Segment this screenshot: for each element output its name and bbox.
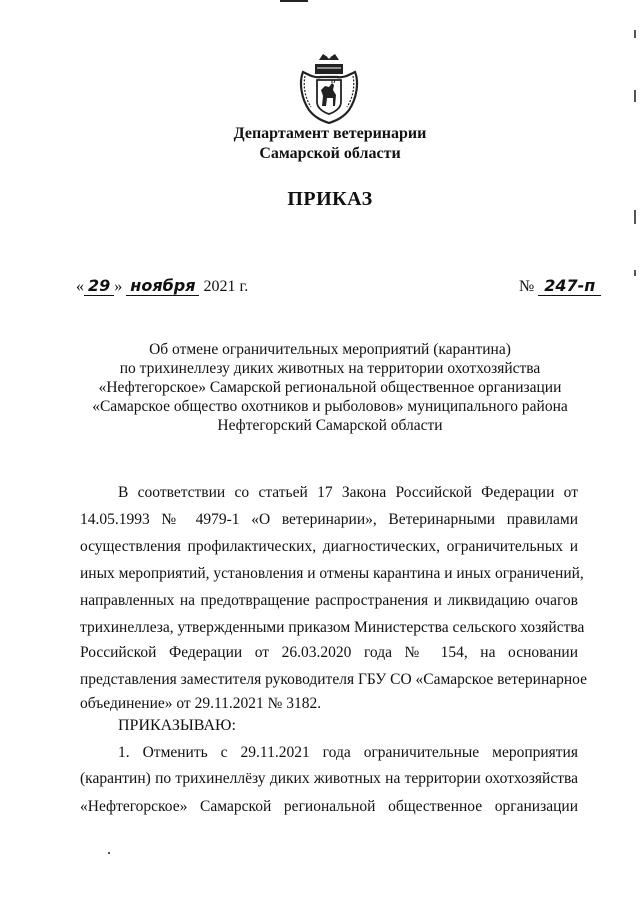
document-subject (80, 340, 580, 435)
department-name: Департамент ветеринарии (233, 125, 427, 142)
date-day: 29 (84, 276, 114, 296)
body-line: осуществления профилактических, диагностических, ограничительных и (80, 538, 578, 555)
order-item-line: (карантин) по трихинеллёзу диких животных на территории охотхозяйства (80, 770, 578, 787)
order-item-line: «Нефтегорское» Самарской региональной общественное организации (80, 798, 578, 815)
date-month: ноября (126, 276, 199, 296)
order-item-line: 1. Отменить с 29.11.2021 года ограничительные мероприятия (118, 744, 578, 761)
department-region: Самарской области (259, 145, 401, 162)
body-line: 14.05.1993 № 4979-1 «О ветеринарии», Ветеринарными правилами (80, 511, 578, 528)
number-value: 247-п (538, 276, 601, 296)
subject-line: Об отмене ограничительных мероприятий (карантина) (149, 341, 511, 358)
scan-edge-mark (634, 210, 636, 224)
body-line: трихинеллеза, утвержденными приказом Министерства сельского хозяйства (80, 619, 585, 636)
coat-of-arms-icon (297, 52, 361, 124)
number-label: № (519, 278, 535, 295)
subject-line: «Самарское общество охотников и рыболовов» муниципального района (92, 398, 568, 415)
document-type: ПРИКАЗ (287, 188, 373, 210)
subject-line: по трихинеллезу диких животных на территории охотхозяйства (119, 360, 541, 377)
body-line: представления заместителя руководителя ГБУ СО «Самарское ветеринарное (80, 671, 587, 688)
body-line: иных мероприятий, установления и отмены карантина и иных ограничений, (80, 565, 584, 582)
order-heading: ПРИКАЗЫВАЮ: (118, 717, 236, 734)
scan-edge-mark (634, 90, 636, 102)
document-number (519, 276, 601, 296)
subject-line: «Нефтегорское» Самарской региональной общественное организации (98, 379, 562, 396)
scan-dot (108, 852, 110, 854)
date-year: 2021 г. (203, 278, 249, 295)
scan-edge-mark (634, 270, 636, 276)
subject-line: Нефтегорский Самарской области (217, 417, 443, 434)
body-line: В соответствии со статьей 17 Закона Российской Федерации от (118, 484, 578, 501)
scan-top-mark (280, 0, 308, 2)
body-line: объединение» от 29.11.2021 № 3182. (80, 695, 322, 712)
scan-edge-mark (634, 30, 636, 38)
date-open-quote: « (76, 278, 84, 295)
document-date (76, 276, 248, 296)
body-line: Российской Федерации от 26.03.2020 года № 154, на основании (80, 644, 578, 661)
body-line: направленных на предотвращение распространения и ликвидацию очагов (80, 592, 578, 609)
date-close-quote: » (114, 278, 123, 295)
